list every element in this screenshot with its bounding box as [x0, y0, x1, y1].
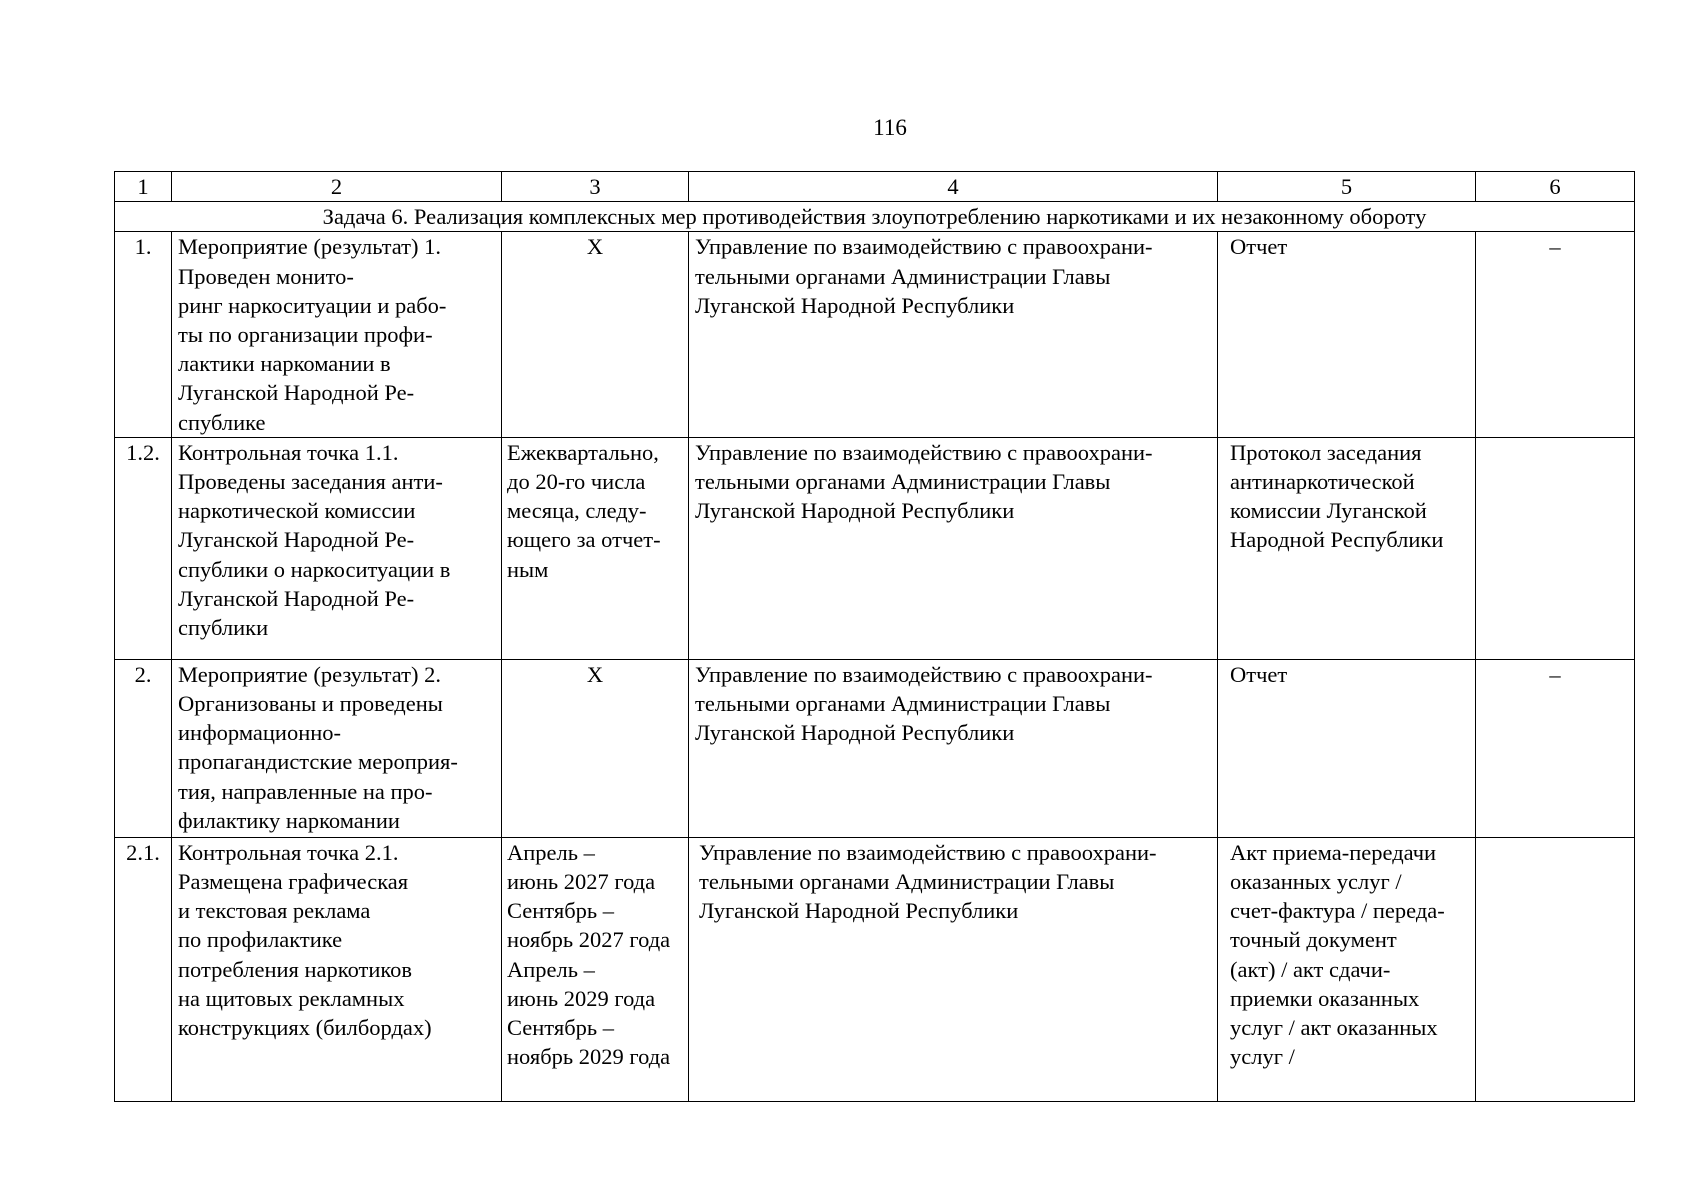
page-number: 116: [873, 115, 907, 140]
document-cell: Отчет: [1218, 659, 1476, 837]
responsible-cell: Управление по взаимодействию с правоохрани- тельными органами Администрации Главы Луганской Народной Республики: [689, 837, 1218, 1101]
term-cell: Х: [502, 659, 689, 837]
column-header-2: 2: [172, 172, 502, 202]
term-cell: Ежеквартально, до 20-го числа месяца, следу- ющего за отчет- ным: [502, 437, 689, 659]
document-cell: Акт приема-передачи оказанных услуг / счет-фактура / переда- точный документ (акт) / акт сдачи- приемки оказанных услуг / акт оказанных услуг /: [1218, 837, 1476, 1101]
table-header-row: [115, 172, 1635, 202]
table-row: [115, 837, 1635, 1101]
column-header-1: 1: [115, 172, 172, 202]
measures-table: [114, 171, 1635, 1102]
info-system-cell: –: [1476, 659, 1635, 837]
event-cell: Мероприятие (результат) 1. Проведен монито- ринг наркоситуации и рабо- ты по организации профи- лактики наркомании в Луганской Народной Ре- спублике: [172, 232, 502, 437]
table-row: [115, 659, 1635, 837]
document-cell: Протокол заседания антинаркотической комиссии Луганской Народной Республики: [1218, 437, 1476, 659]
responsible-cell: Управление по взаимодействию с правоохрани- тельными органами Администрации Главы Луганской Народной Республики: [689, 437, 1218, 659]
document-cell: Отчет: [1218, 232, 1476, 437]
row-number: 1.2.: [115, 437, 172, 659]
info-system-cell: [1476, 437, 1635, 659]
info-system-cell: –: [1476, 232, 1635, 437]
term-cell: Х: [502, 232, 689, 437]
event-cell: Контрольная точка 2.1. Размещена графическая и текстовая реклама по профилактике потребления наркотиков на щитовых рекламных конструкциях (билбордах): [172, 837, 502, 1101]
table-row: [115, 232, 1635, 437]
task-title-row: [115, 202, 1635, 232]
responsible-cell: Управление по взаимодействию с правоохрани- тельными органами Администрации Главы Луганской Народной Республики: [689, 659, 1218, 837]
row-number: 2.: [115, 659, 172, 837]
column-header-4: 4: [689, 172, 1218, 202]
responsible-cell: Управление по взаимодействию с правоохрани- тельными органами Администрации Главы Луганской Народной Республики: [689, 232, 1218, 437]
event-cell: Контрольная точка 1.1. Проведены заседания анти- наркотической комиссии Луганской Народной Ре- спублики о наркоситуации в Луганской Народной Ре- спублики: [172, 437, 502, 659]
column-header-3: 3: [502, 172, 689, 202]
task-title: Задача 6. Реализация комплексных мер противодействия злоупотреблению наркотиками и их незаконному обороту: [115, 202, 1635, 232]
event-cell: Мероприятие (результат) 2. Организованы и проведены информационно- пропагандистские мероприя- тия, направленные на про- филактику наркомании: [172, 659, 502, 837]
term-cell: Апрель – июнь 2027 года Сентябрь – ноябрь 2027 года Апрель – июнь 2029 года Сентябрь – ноябрь 2029 года: [502, 837, 689, 1101]
column-header-5: 5: [1218, 172, 1476, 202]
table-row: [115, 437, 1635, 659]
row-number: 1.: [115, 232, 172, 437]
info-system-cell: [1476, 837, 1635, 1101]
column-header-6: 6: [1476, 172, 1635, 202]
row-number: 2.1.: [115, 837, 172, 1101]
